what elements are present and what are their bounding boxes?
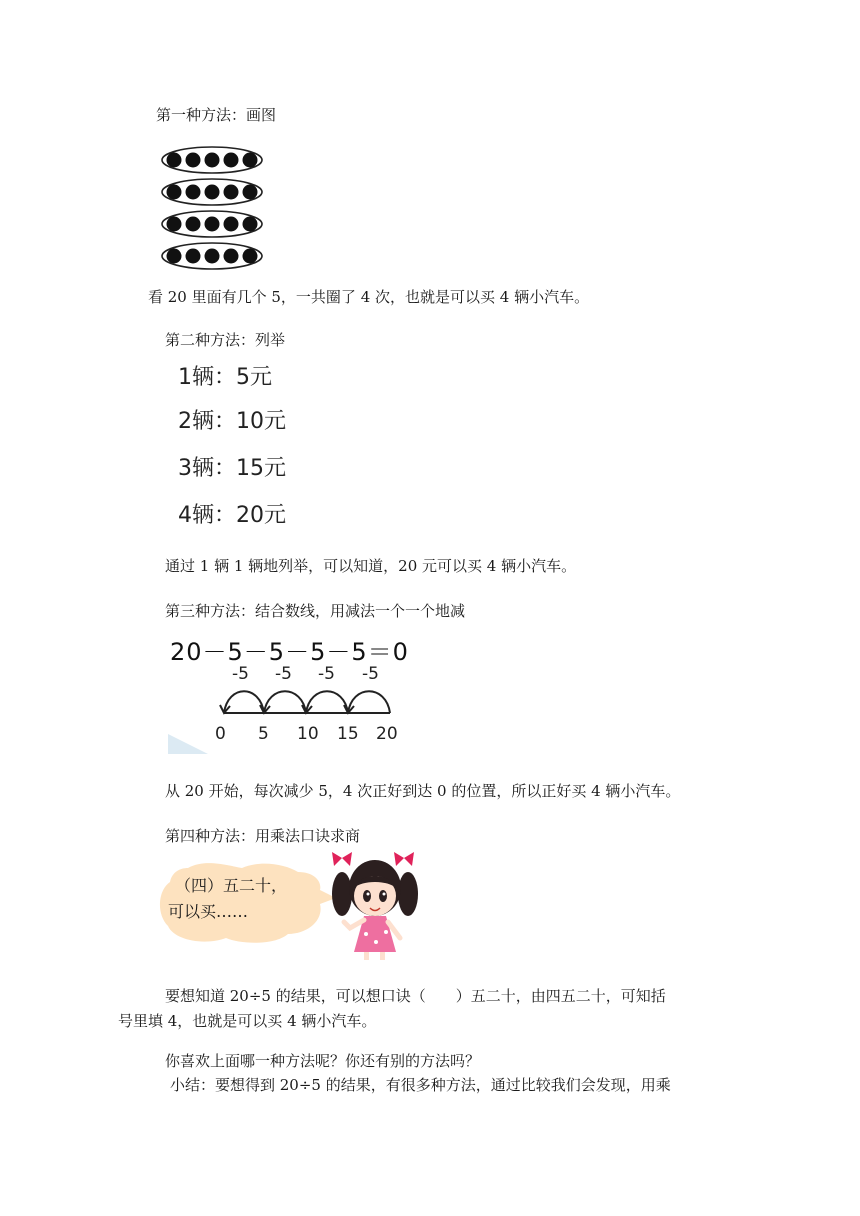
jump-arc (348, 691, 390, 713)
subtraction-equation: 20－5－5－5－5＝0 (170, 638, 409, 666)
dot (167, 153, 182, 168)
dot (167, 185, 182, 200)
method1-heading: 第一种方法：画图 (156, 106, 277, 124)
jump-label: -5 (275, 664, 292, 684)
dot (224, 153, 239, 168)
list-item: 3辆：15元 (178, 456, 286, 481)
tick-label: 15 (337, 724, 359, 744)
dot (205, 249, 220, 264)
jump-label: -5 (232, 664, 249, 684)
eye (363, 890, 371, 902)
dot (167, 249, 182, 264)
method4-explanation-line1: 要想知道 20÷5 的结果，可以想口诀（ ）五二十，由四五二十，可知括 (165, 987, 666, 1005)
jump-label: -5 (362, 664, 379, 684)
tick-label: 20 (376, 724, 398, 744)
dot (243, 217, 258, 232)
hair-pigtail (398, 872, 418, 916)
dot (224, 249, 239, 264)
list-item: 1辆：5元 (178, 365, 272, 390)
hair-pigtail (332, 872, 352, 916)
method2-explanation: 通过 1 辆 1 辆地列举，可以知道，20 元可以买 4 辆小汽车。 (165, 557, 577, 575)
dot (186, 185, 201, 200)
jump-label: -5 (318, 664, 335, 684)
girl-illustration (330, 852, 420, 960)
dot (243, 249, 258, 264)
list-item: 2辆：10元 (178, 409, 286, 434)
bubble-text-line1: （四）五二十， (175, 876, 288, 895)
dot (205, 185, 220, 200)
dot (243, 185, 258, 200)
dot (224, 217, 239, 232)
method4-explanation-line2: 号里填 4，也就是可以买 4 辆小汽车。 (118, 1012, 377, 1030)
list-item: 4辆：20元 (178, 503, 286, 528)
method3-explanation: 从 20 开始，每次减少 5，4 次正好到达 0 的位置，所以正好买 4 辆小汽车。 (165, 782, 681, 800)
tick-label: 10 (297, 724, 319, 744)
dot (186, 153, 201, 168)
dot (243, 153, 258, 168)
bow-icon (394, 852, 414, 866)
dot (205, 153, 220, 168)
bubble-text-line2: 可以买…… (168, 902, 249, 921)
discussion-question: 你喜欢上面哪一种方法呢？你还有别的方法吗？ (165, 1052, 481, 1070)
dot (186, 217, 201, 232)
corner-decoration (168, 734, 208, 754)
arm (344, 920, 364, 928)
method2-heading: 第二种方法：列举 (165, 331, 286, 349)
method3-heading: 第三种方法：结合数线，用减法一个一个地减 (165, 602, 466, 620)
tick-label: 0 (215, 724, 226, 744)
eye (379, 890, 387, 902)
dot (167, 217, 182, 232)
bow-icon (332, 852, 352, 866)
jump-arc (224, 691, 264, 713)
circled-dots-figure (160, 144, 270, 272)
dot (205, 217, 220, 232)
jump-arc (264, 691, 306, 713)
summary-text: 小结：要想得到 20÷5 的结果，有很多种方法，通过比较我们会发现，用乘 (170, 1076, 671, 1094)
dot (224, 185, 239, 200)
dot (186, 249, 201, 264)
method4-heading: 第四种方法：用乘法口诀求商 (165, 827, 361, 845)
jump-arc (306, 691, 348, 713)
tick-label: 5 (258, 724, 269, 744)
method1-explanation: 看 20 里面有几个 5，一共圈了 4 次，也就是可以买 4 辆小汽车。 (148, 288, 590, 306)
